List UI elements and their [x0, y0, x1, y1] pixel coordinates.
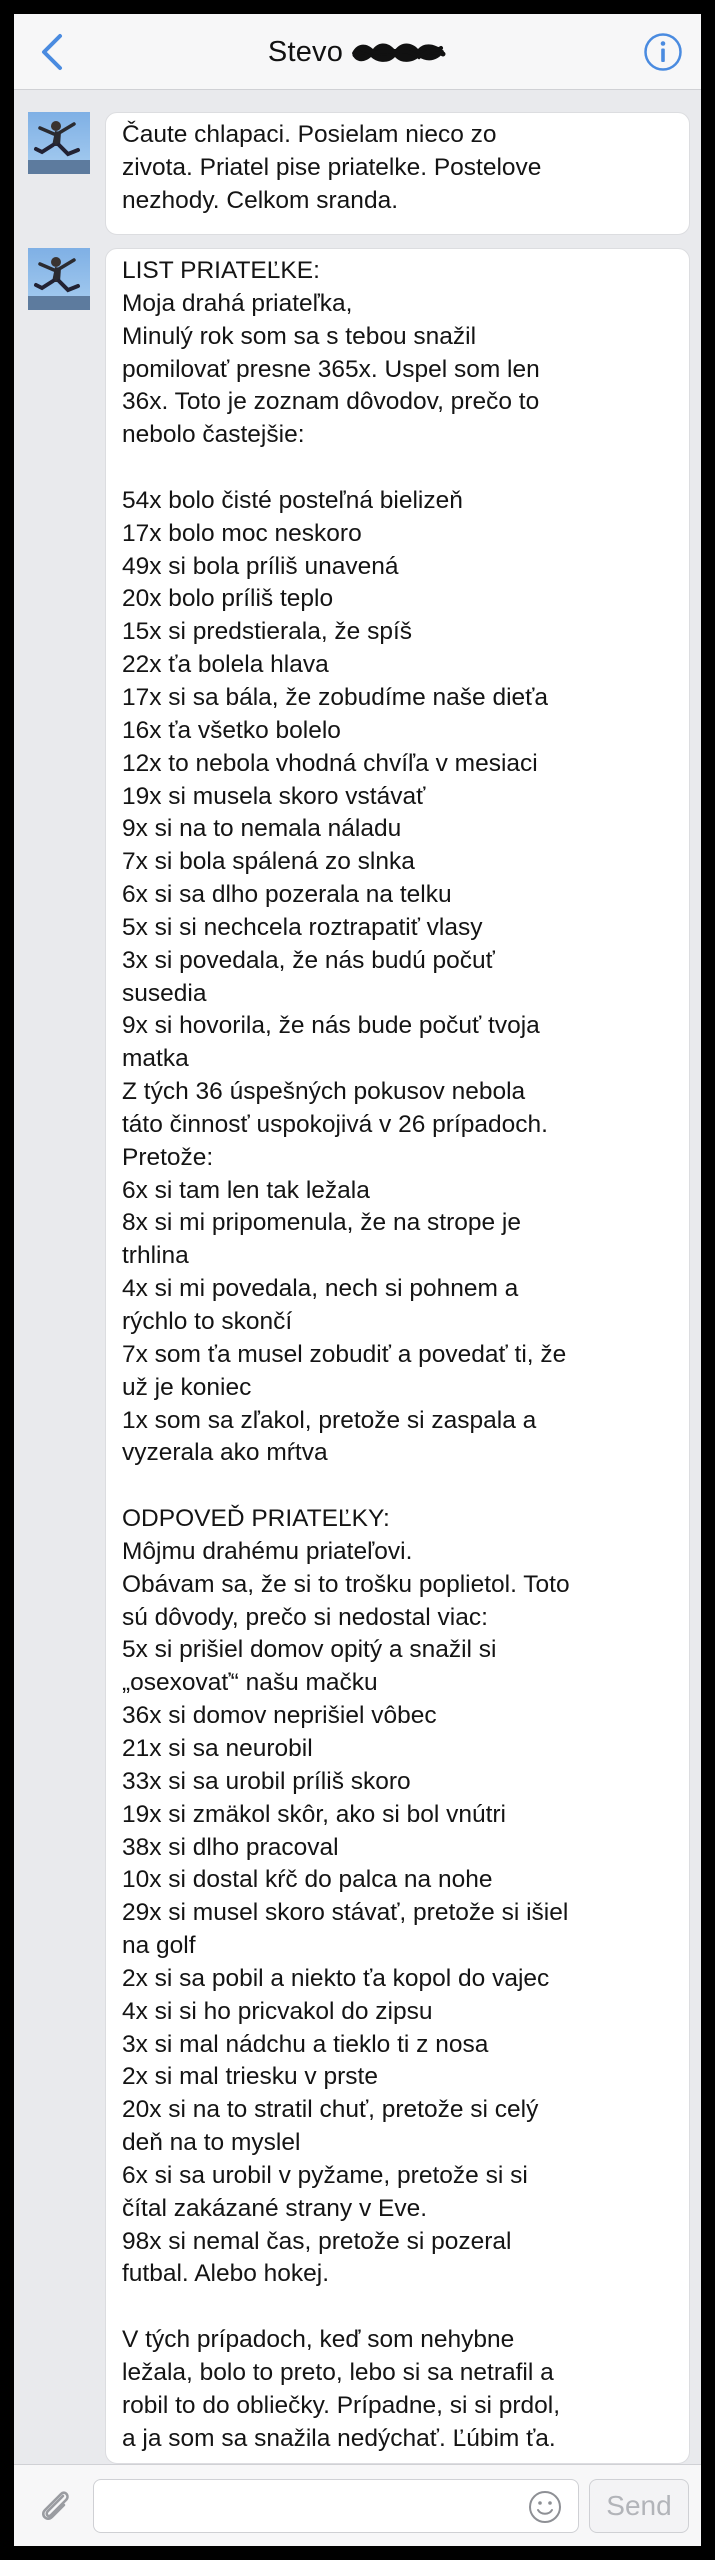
smiley-icon — [528, 2490, 562, 2524]
message-composer — [14, 2464, 701, 2546]
conversation-title: Stevo — [267, 35, 344, 68]
emoji-button[interactable] — [527, 2489, 563, 2525]
info-button[interactable] — [641, 30, 685, 74]
title-area — [14, 14, 701, 90]
avatar-jumping-person-icon — [28, 112, 90, 174]
chat-window — [14, 14, 701, 2546]
message-input[interactable] — [93, 2479, 579, 2533]
conversation-header — [14, 14, 701, 90]
message-bubble — [105, 248, 690, 2464]
message-text: LIST PRIATEĽKE: Moja drahá priateľka, Minulý rok som sa s tebou snažil pomilovať presne 365x. Uspel som len 36x. Toto je zoznam dôvodov, prečo to nebolo častejšie: 54x bolo čisté posteľná bielizeň 17x bolo moc neskoro 49x si bola príliš unavená 20x bolo príliš teplo 15x si predstierala, že spíš 22x ťa bolela hlava 17x si sa bála, že zobudíme naše dieťa 16x ťa všetko bolelo 12x to nebola vhodná chvíľa v mesiaci 19x si musela skoro vstávať 9x si na to nemala náladu 7x si bola spálená zo slnka 6x si sa dlho pozerala na telku 5x si si nechcela roztrapatiť vlasy 3x si povedala, že nás budú počuť susedia 9x si hovorila, že nás bude počuť tvoja matka Z tých 36 úspešných pokusov nebola táto činnosť uspokojivá v 26 prípadoch. Pretože: 6x si tam len tak ležala 8x si mi pripomenula, že na strope je trhlina 4x si mi povedala, nech si pohnem a rýchlo to skončí 7x som ťa musel zobudiť a povedať ti, že už je koniec 1x som sa zľakol, pretože si zaspala a vyzerala ako mŕtva ODPOVEĎ PRIATEĽKY: Môjmu drahému priateľovi. Obávam sa, že si to trošku poplietol. Toto sú dôvody, prečo si nedostal viac: 5x si prišiel domov opitý a snažil si „osexovať“ našu mačku 36x si domov neprišiel vôbec 21x si sa neurobil 33x si sa urobil príliš skoro 19x si zmäkol skôr, ako si bol vnútri 38x si dlho pracoval 10x si dostal kŕč do palca na nohe 29x si musel skoro stávať, pretože si išiel na golf 2x si sa pobil a niekto ťa kopol do vajec 4x si si ho pricvakol do zipsu 3x si mal nádchu a tieklo ti z nosa 2x si mal triesku v prste 20x si na to stratil chuť, pretože si celý deň na to myslel 6x si sa urobil v pyžame, pretože si si čítal zakázané strany v Eve. 98x si nemal čas, pretože si pozeral futbal. Alebo hokej. V tých prípadoch, keď som nehybne ležala, bolo to preto, lebo si sa netrafil a robil to do obliečky. Prípadne, si si prdol, a ja som sa snažila nedýchať. Ľúbim ťa. — [122, 257, 570, 2452]
message-bubble — [105, 112, 690, 235]
message-text: Čaute chlapaci. Posielam nieco zo zivota. Priatel pise priatelke. Postelove nezhody. Celkom sranda. — [122, 121, 542, 214]
send-button[interactable]: Send — [589, 2479, 689, 2533]
attach-button[interactable] — [32, 2483, 78, 2529]
paperclip-icon — [35, 2486, 75, 2526]
redacted-surname-scribble — [349, 39, 447, 65]
avatar[interactable] — [28, 248, 90, 310]
avatar[interactable] — [28, 112, 90, 174]
info-icon — [643, 32, 683, 72]
avatar-jumping-person-icon — [28, 248, 90, 310]
